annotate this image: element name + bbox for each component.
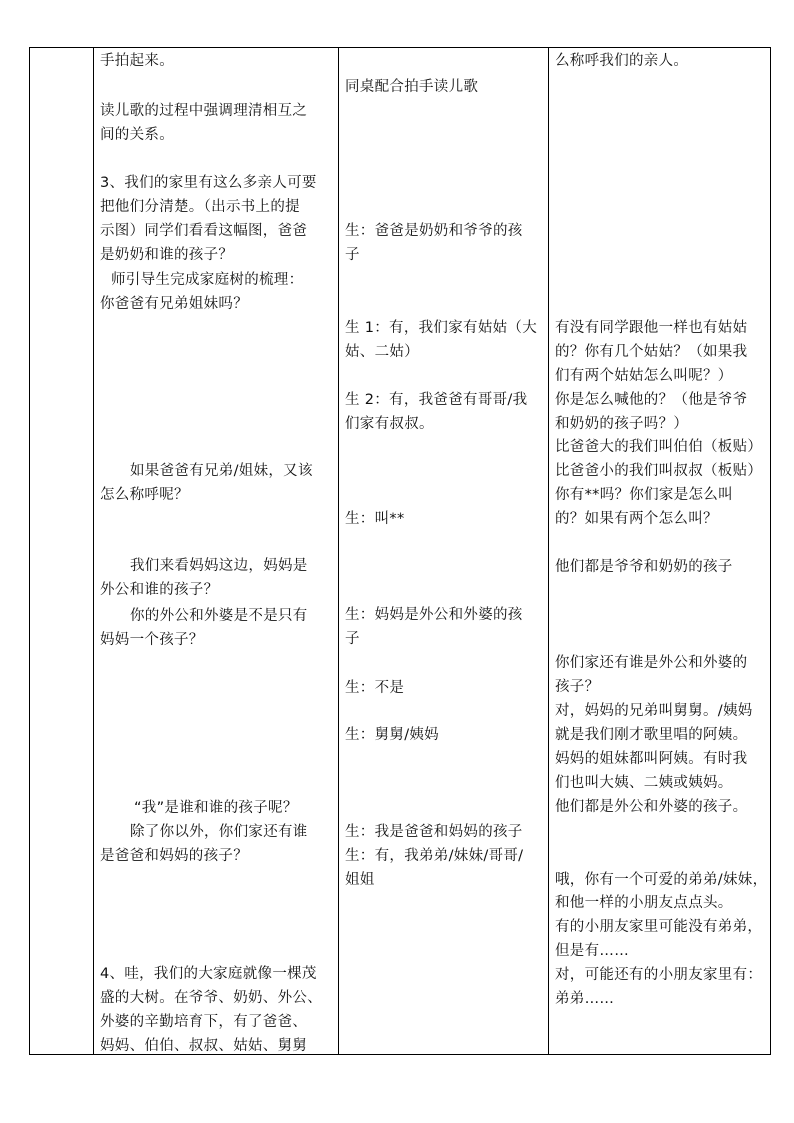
teacher-line: 你的外公和外婆是不是只有 (130, 608, 308, 624)
student-line: 生 1：有，我们家有姑姑（大 (345, 320, 538, 336)
notes-line: 就是我们刚才歌里唱的阿姨。 (555, 727, 748, 743)
notes-line: 弟弟…… (555, 991, 615, 1007)
teacher-line: 外公和谁的孩子？ (100, 582, 219, 598)
student-line: 生：有，我弟弟/妹妹/哥哥/ (345, 848, 524, 864)
teacher-line: 妈妈一个孩子？ (100, 632, 204, 648)
student-line: 生：妈妈是外公和外婆的孩 (345, 607, 523, 623)
teacher-line: 怎么称呼呢？ (100, 487, 189, 503)
notes-line: 的？如果有两个怎么叫？ (555, 511, 718, 527)
notes-line: 哦，你有一个可爱的弟弟/妹妹， (555, 872, 768, 888)
teacher-line: 间的关系。 (100, 127, 174, 143)
notes-line: 他们都是外公和外婆的孩子。 (555, 799, 748, 815)
student-line: 生：爸爸是奶奶和爷爷的孩 (345, 223, 523, 239)
notes-line: 有的小朋友家里可能没有弟弟， (555, 919, 763, 935)
column-divider-1 (93, 48, 94, 1054)
column-divider-2 (338, 48, 339, 1054)
teacher-line: 妈妈、伯伯、叔叔、姑姑、舅舅 (100, 1038, 308, 1054)
notes-line: 比爸爸小的我们叫叔叔（板贴） (555, 463, 763, 479)
notes-line: 和奶奶的孩子吗？） (555, 416, 689, 432)
student-line: 生：叫** (345, 511, 405, 527)
notes-line: 你有**吗？你们家是怎么叫 (555, 487, 733, 503)
student-line: 子 (345, 631, 360, 647)
notes-line: 妈妈的姐妹都叫阿姨。有时我 (555, 751, 748, 767)
notes-line: 对，可能还有的小朋友家里有： (555, 967, 763, 983)
teacher-line: 4、哇，我们的大家庭就像一棵茂 (100, 966, 317, 982)
student-line: 们家有叔叔。 (345, 416, 434, 432)
notes-line: 和他一样的小朋友点点头。 (555, 895, 733, 911)
teacher-line: 外婆的辛勤培育下，有了爸爸、 (100, 1014, 308, 1030)
column-divider-3 (548, 48, 549, 1054)
teacher-line: 我们来看妈妈这边，妈妈是 (130, 558, 308, 574)
teacher-line: 读儿歌的过程中强调理清相互之 (100, 103, 308, 119)
teacher-line: 如果爸爸有兄弟/姐妹，又该 (130, 463, 313, 479)
notes-line: 比爸爸大的我们叫伯伯（板贴） (555, 439, 763, 455)
teacher-line: 盛的大树。在爷爷、奶奶、外公、 (100, 990, 322, 1006)
notes-line: 但是有…… (555, 943, 629, 959)
teacher-line: 是爸爸和妈妈的孩子？ (100, 848, 248, 864)
lesson-table (29, 47, 771, 1055)
teacher-line: 示图）同学们看看这幅图，爸爸 (100, 223, 308, 239)
notes-line: 们也叫大姨、二姨或姨妈。 (555, 775, 733, 791)
teacher-line: 你爸爸有兄弟姐妹吗？ (100, 296, 248, 312)
student-line: 子 (345, 247, 360, 263)
notes-line: 你是怎么喊他的？（他是爷爷 (555, 392, 748, 408)
teacher-line: 除了你以外，你们家还有谁 (130, 824, 308, 840)
student-line: 姑、二姑） (345, 344, 419, 360)
teacher-line: 是奶奶和谁的孩子？ (100, 247, 234, 263)
notes-line: 对，妈妈的兄弟叫舅舅。/姨妈 (555, 703, 753, 719)
teacher-line: 3、我们的家里有这么多亲人可要 (100, 175, 317, 191)
student-line: 同桌配合拍手读儿歌 (345, 79, 479, 95)
notes-line: 你们家还有谁是外公和外婆的 (555, 655, 748, 671)
student-line: 生：舅舅/姨妈 (345, 727, 439, 743)
teacher-line: 手拍起来。 (100, 53, 174, 69)
teacher-line: 师引导生完成家庭树的梳理： (111, 272, 304, 288)
student-line: 生 2：有，我爸爸有哥哥/我 (345, 392, 528, 408)
student-line: 生：不是 (345, 680, 405, 696)
student-line: 生：我是爸爸和妈妈的孩子 (345, 824, 523, 840)
notes-line: 们有两个姑姑怎么叫呢？） (555, 368, 733, 384)
notes-line: 有没有同学跟他一样也有姑姑 (555, 320, 748, 336)
notes-line: 么称呼我们的亲人。 (555, 53, 689, 69)
notes-line: 孩子？ (555, 679, 600, 695)
teacher-line: “我”是谁和谁的孩子呢？ (134, 800, 298, 816)
student-line: 姐姐 (345, 872, 375, 888)
teacher-line: 把他们分清楚。（出示书上的提 (100, 199, 300, 215)
notes-line: 的？你有几个姑姑？（如果我 (555, 344, 748, 360)
notes-line: 他们都是爷爷和奶奶的孩子 (555, 559, 733, 575)
